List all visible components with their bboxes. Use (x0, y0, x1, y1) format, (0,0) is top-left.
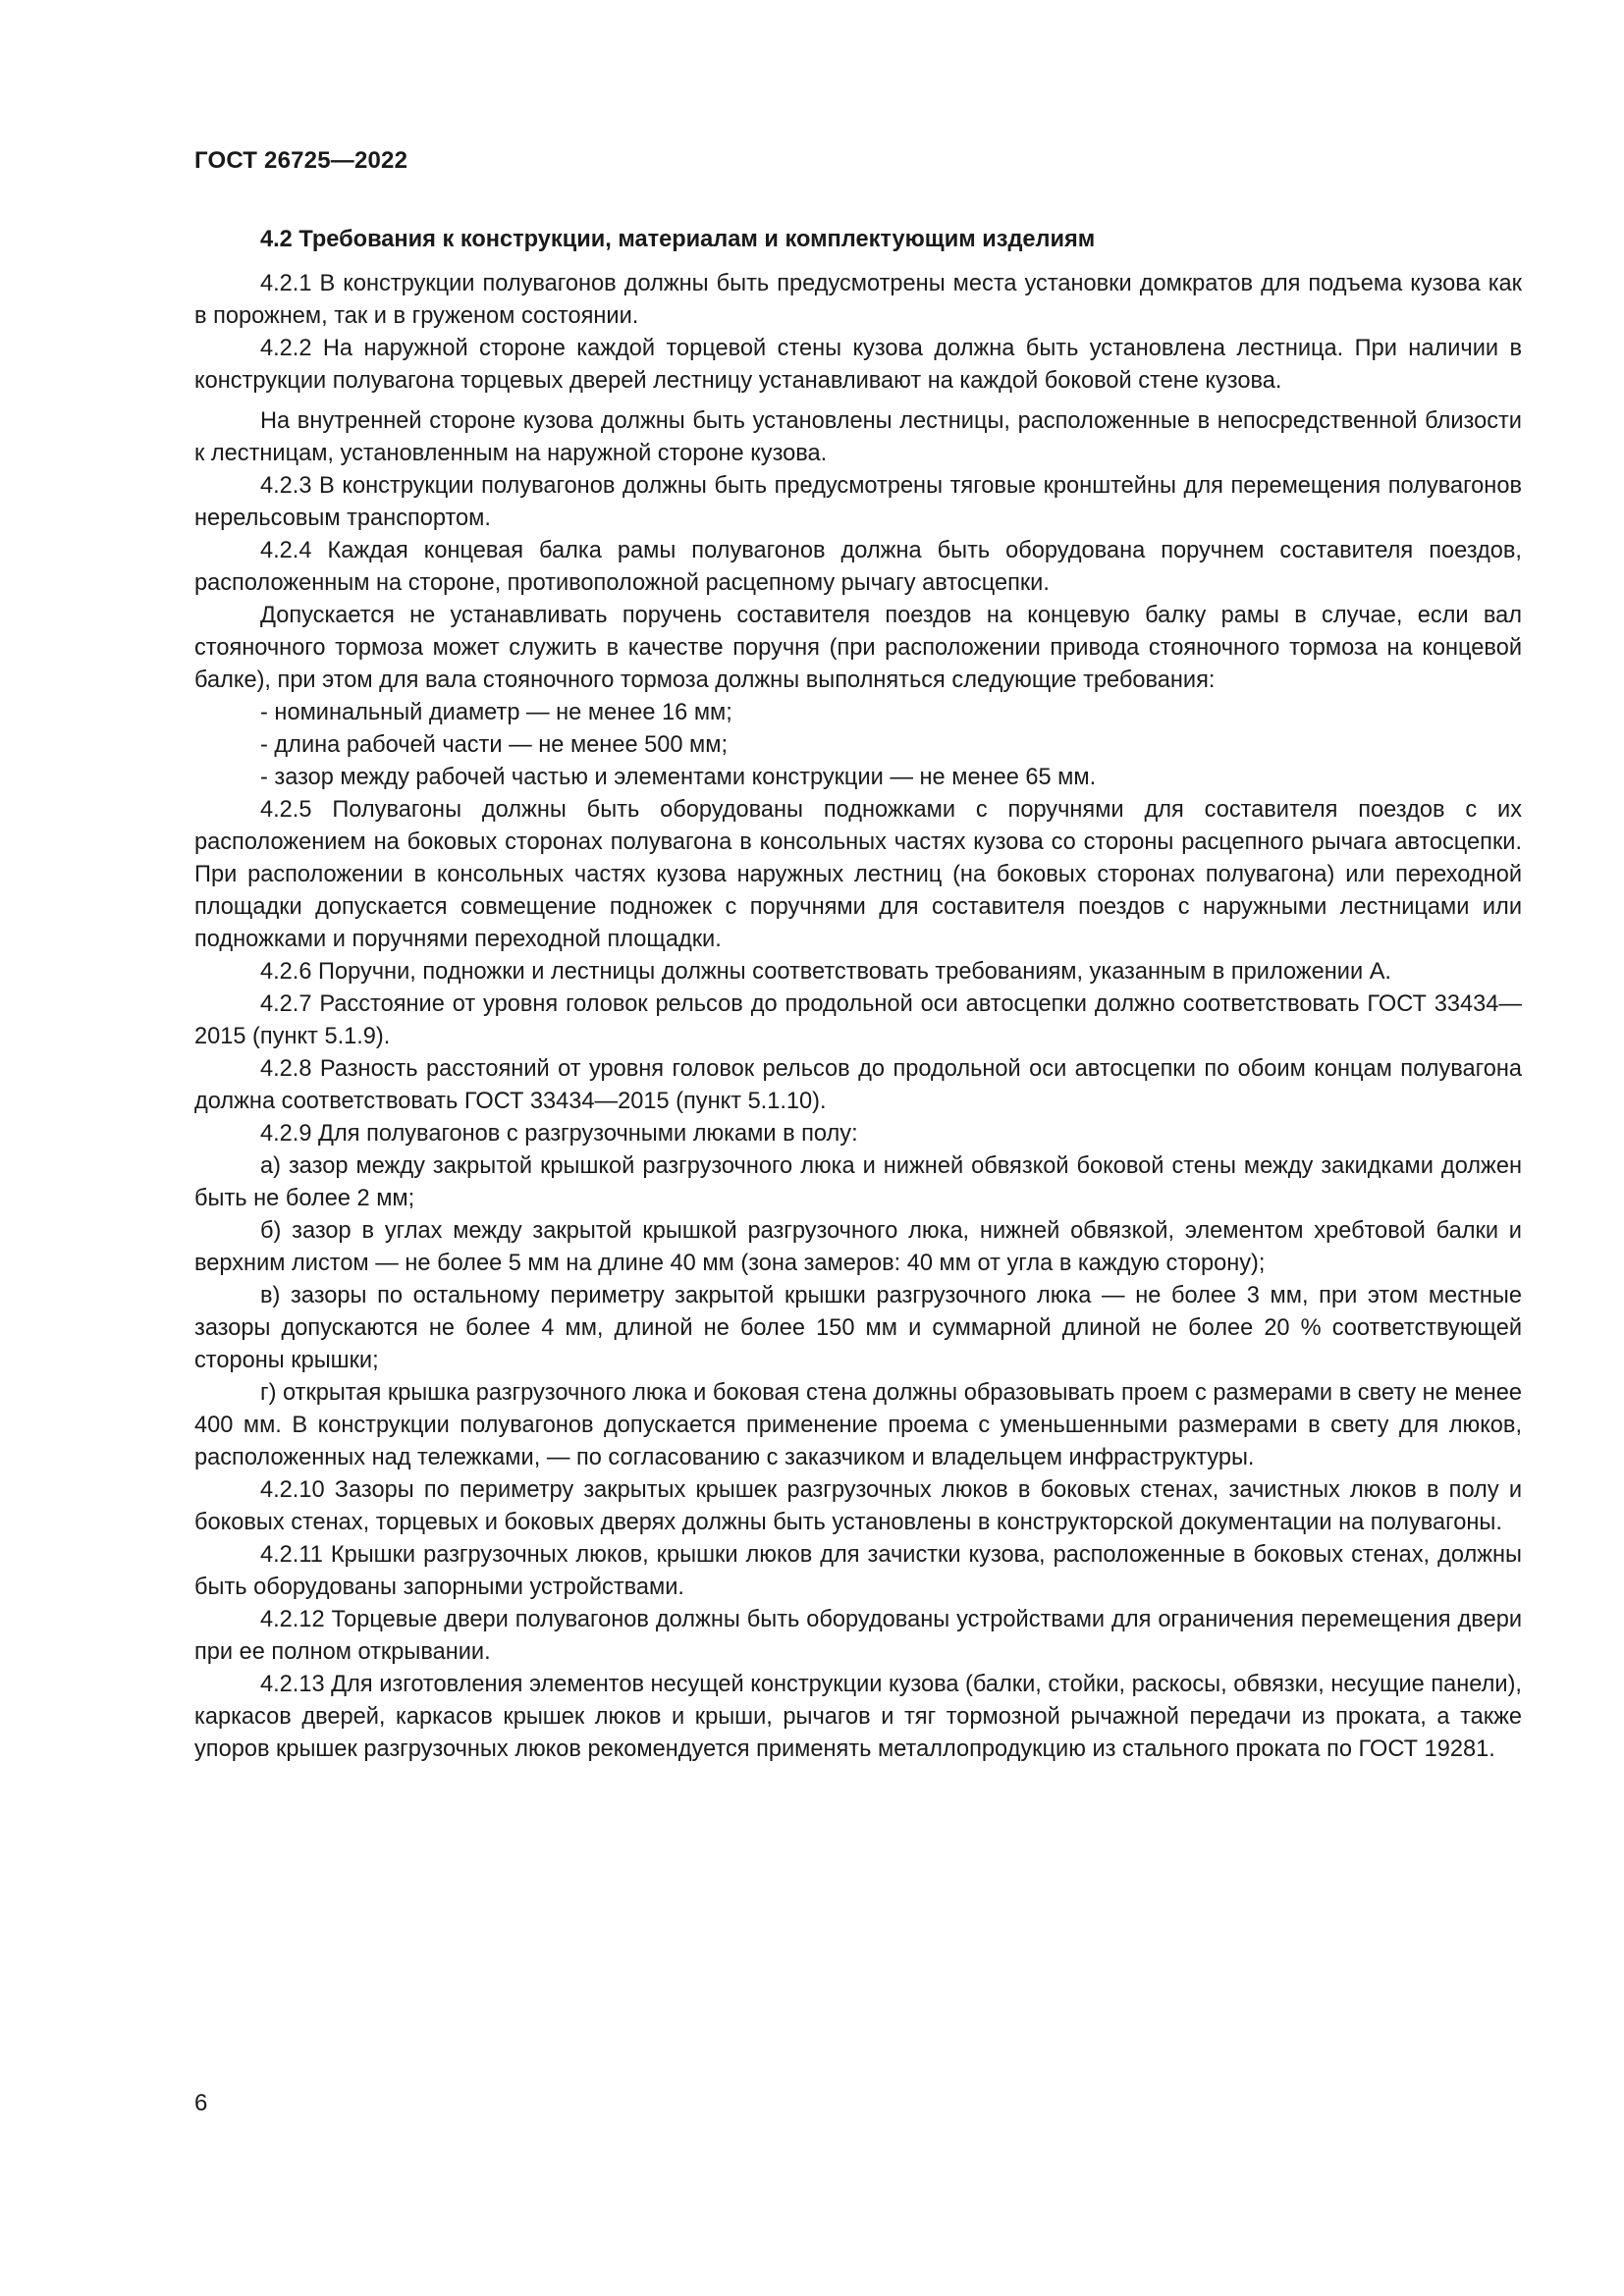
paragraph-4-2-7: 4.2.7 Расстояние от уровня головок рельсов до продольной оси автосцепки должно соответствовать ГОСТ 33434—2015 (пункт 5.1.9). (194, 991, 1522, 1049)
list-item-diameter: - номинальный диаметр — не менее 16 мм; (260, 700, 732, 725)
paragraph-inner-ladders: На внутренней стороне кузова должны быть установлены лестницы, расположенные в непосредственной близости к лестницам, установленным на наружной стороне кузова. (194, 408, 1522, 466)
paragraph-4-2-1: 4.2.1 В конструкции полувагонов должны быть предусмотрены места установки домкратов для подъема кузова как в порожнем, так и в груженом состоянии. (194, 271, 1522, 329)
paragraph-4-2-8: 4.2.8 Разность расстояний от уровня головок рельсов до продольной оси автосцепки по обоим концам полувагона должна соответствовать ГОСТ 33434—2015 (пункт 5.1.10). (194, 1056, 1522, 1114)
paragraph-4-2-13: 4.2.13 Для изготовления элементов несущей конструкции кузова (балки, стойки, раскосы, обвязки, несущие панели), каркасов дверей, каркасов крышек люков и крыши, рычагов и тяг тормозной рычажной передачи из проката, а также упоров крышек разгрузочных люков рекомендуется применять металлопродукцию из стального проката по ГОСТ 19281. (194, 1672, 1522, 1762)
list-item-a: а) зазор между закрытой крышкой разгрузочного люка и нижней обвязкой боковой стены между закидками должен быть не более 2 мм; (194, 1153, 1522, 1211)
list-item-g: г) открытая крышка разгрузочного люка и боковая стена должны образовывать проем с размерами в свету не менее 400 мм. В конструкции полувагонов допускается применение проема с уменьшенными размерами в свету для люков, расположенных над тележками, — по согласованию с заказчиком и владельцем инфраструктуры. (194, 1380, 1522, 1470)
paragraph-4-2-11: 4.2.11 Крышки разгрузочных люков, крышки люков для зачистки кузова, расположенные в боковых стенах, должны быть оборудованы запорными устройствами. (194, 1542, 1522, 1600)
section-title: 4.2 Требования к конструкции, материалам и комплектующим изделиям (260, 227, 1096, 252)
list-item-b: б) зазор в углах между закрытой крышкой разгрузочного люка, нижней обвязкой, элементом хребтовой балки и верхним листом — не более 5 мм на длине 40 мм (зона замеров: 40 мм от угла в каждую сторону); (194, 1218, 1522, 1276)
paragraph-4-2-3: 4.2.3 В конструкции полувагонов должны быть предусмотрены тяговые кронштейны для перемещения полувагонов нерельсовым транспортом. (194, 473, 1522, 531)
paragraph-4-2-2: 4.2.2 На наружной стороне каждой торцевой стены кузова должна быть установлена лестница. При наличии в конструкции полувагона торцевых дверей лестницу устанавливают на каждой боковой стене кузова. (194, 336, 1522, 394)
list-item-v: в) зазоры по остальному периметру закрытой крышки разгрузочного люка — не более 3 мм, при этом местные зазоры допускаются не более 4 мм, длиной не более 150 мм и суммарной длиной не более 20 % соответствующей стороны крышки; (194, 1283, 1522, 1373)
document-id-header: ГОСТ 26725—2022 (194, 147, 408, 174)
paragraph-4-2-9: 4.2.9 Для полувагонов с разгрузочными люками в полу: (260, 1121, 858, 1147)
page-number: 6 (194, 2090, 208, 2116)
list-item-clearance: - зазор между рабочей частью и элементами конструкции — не менее 65 мм. (260, 765, 1097, 790)
paragraph-handrail-exception: Допускается не устанавливать поручень составителя поездов на концевую балку рамы в случае, если вал стояночного тормоза может служить в качестве поручня (при расположении привода стояночного тормоза на концевой балке), при этом для вала стояночного тормоза должны выполняться следующие требования: (194, 603, 1522, 693)
list-item-length: - длина рабочей части — не менее 500 мм; (260, 732, 729, 758)
paragraph-4-2-6: 4.2.6 Поручни, подножки и лестницы должны соответствовать требованиям, указанным в приложении А. (260, 959, 1391, 985)
paragraph-4-2-10: 4.2.10 Зазоры по периметру закрытых крышек разгрузочных люков в боковых стенах, зачистных люков в полу и боковых стенах, торцевых и боковых дверях должны быть установлены в конструкторской документации на полувагоны. (194, 1477, 1522, 1535)
paragraph-4-2-4: 4.2.4 Каждая концевая балка рамы полувагонов должна быть оборудована поручнем составителя поездов, расположенным на стороне, противоположной расцепному рычагу автосцепки. (194, 538, 1522, 596)
paragraph-4-2-5: 4.2.5 Полувагоны должны быть оборудованы подножками с поручнями для составителя поездов с их расположением на боковых сторонах полувагона в консольных частях кузова со стороны расцепного рычага автосцепки. При расположении в консольных частях кузова наружных лестниц (на боковых сторонах полувагона) или переходной площадки допускается совмещение подножек с поручнями для составителя поездов с наружными лестницами или подножками и поручнями переходной площадки. (194, 797, 1522, 952)
paragraph-4-2-12: 4.2.12 Торцевые двери полувагонов должны быть оборудованы устройствами для ограничения перемещения двери при ее полном открывании. (194, 1607, 1522, 1665)
page-content (194, 224, 1522, 1766)
